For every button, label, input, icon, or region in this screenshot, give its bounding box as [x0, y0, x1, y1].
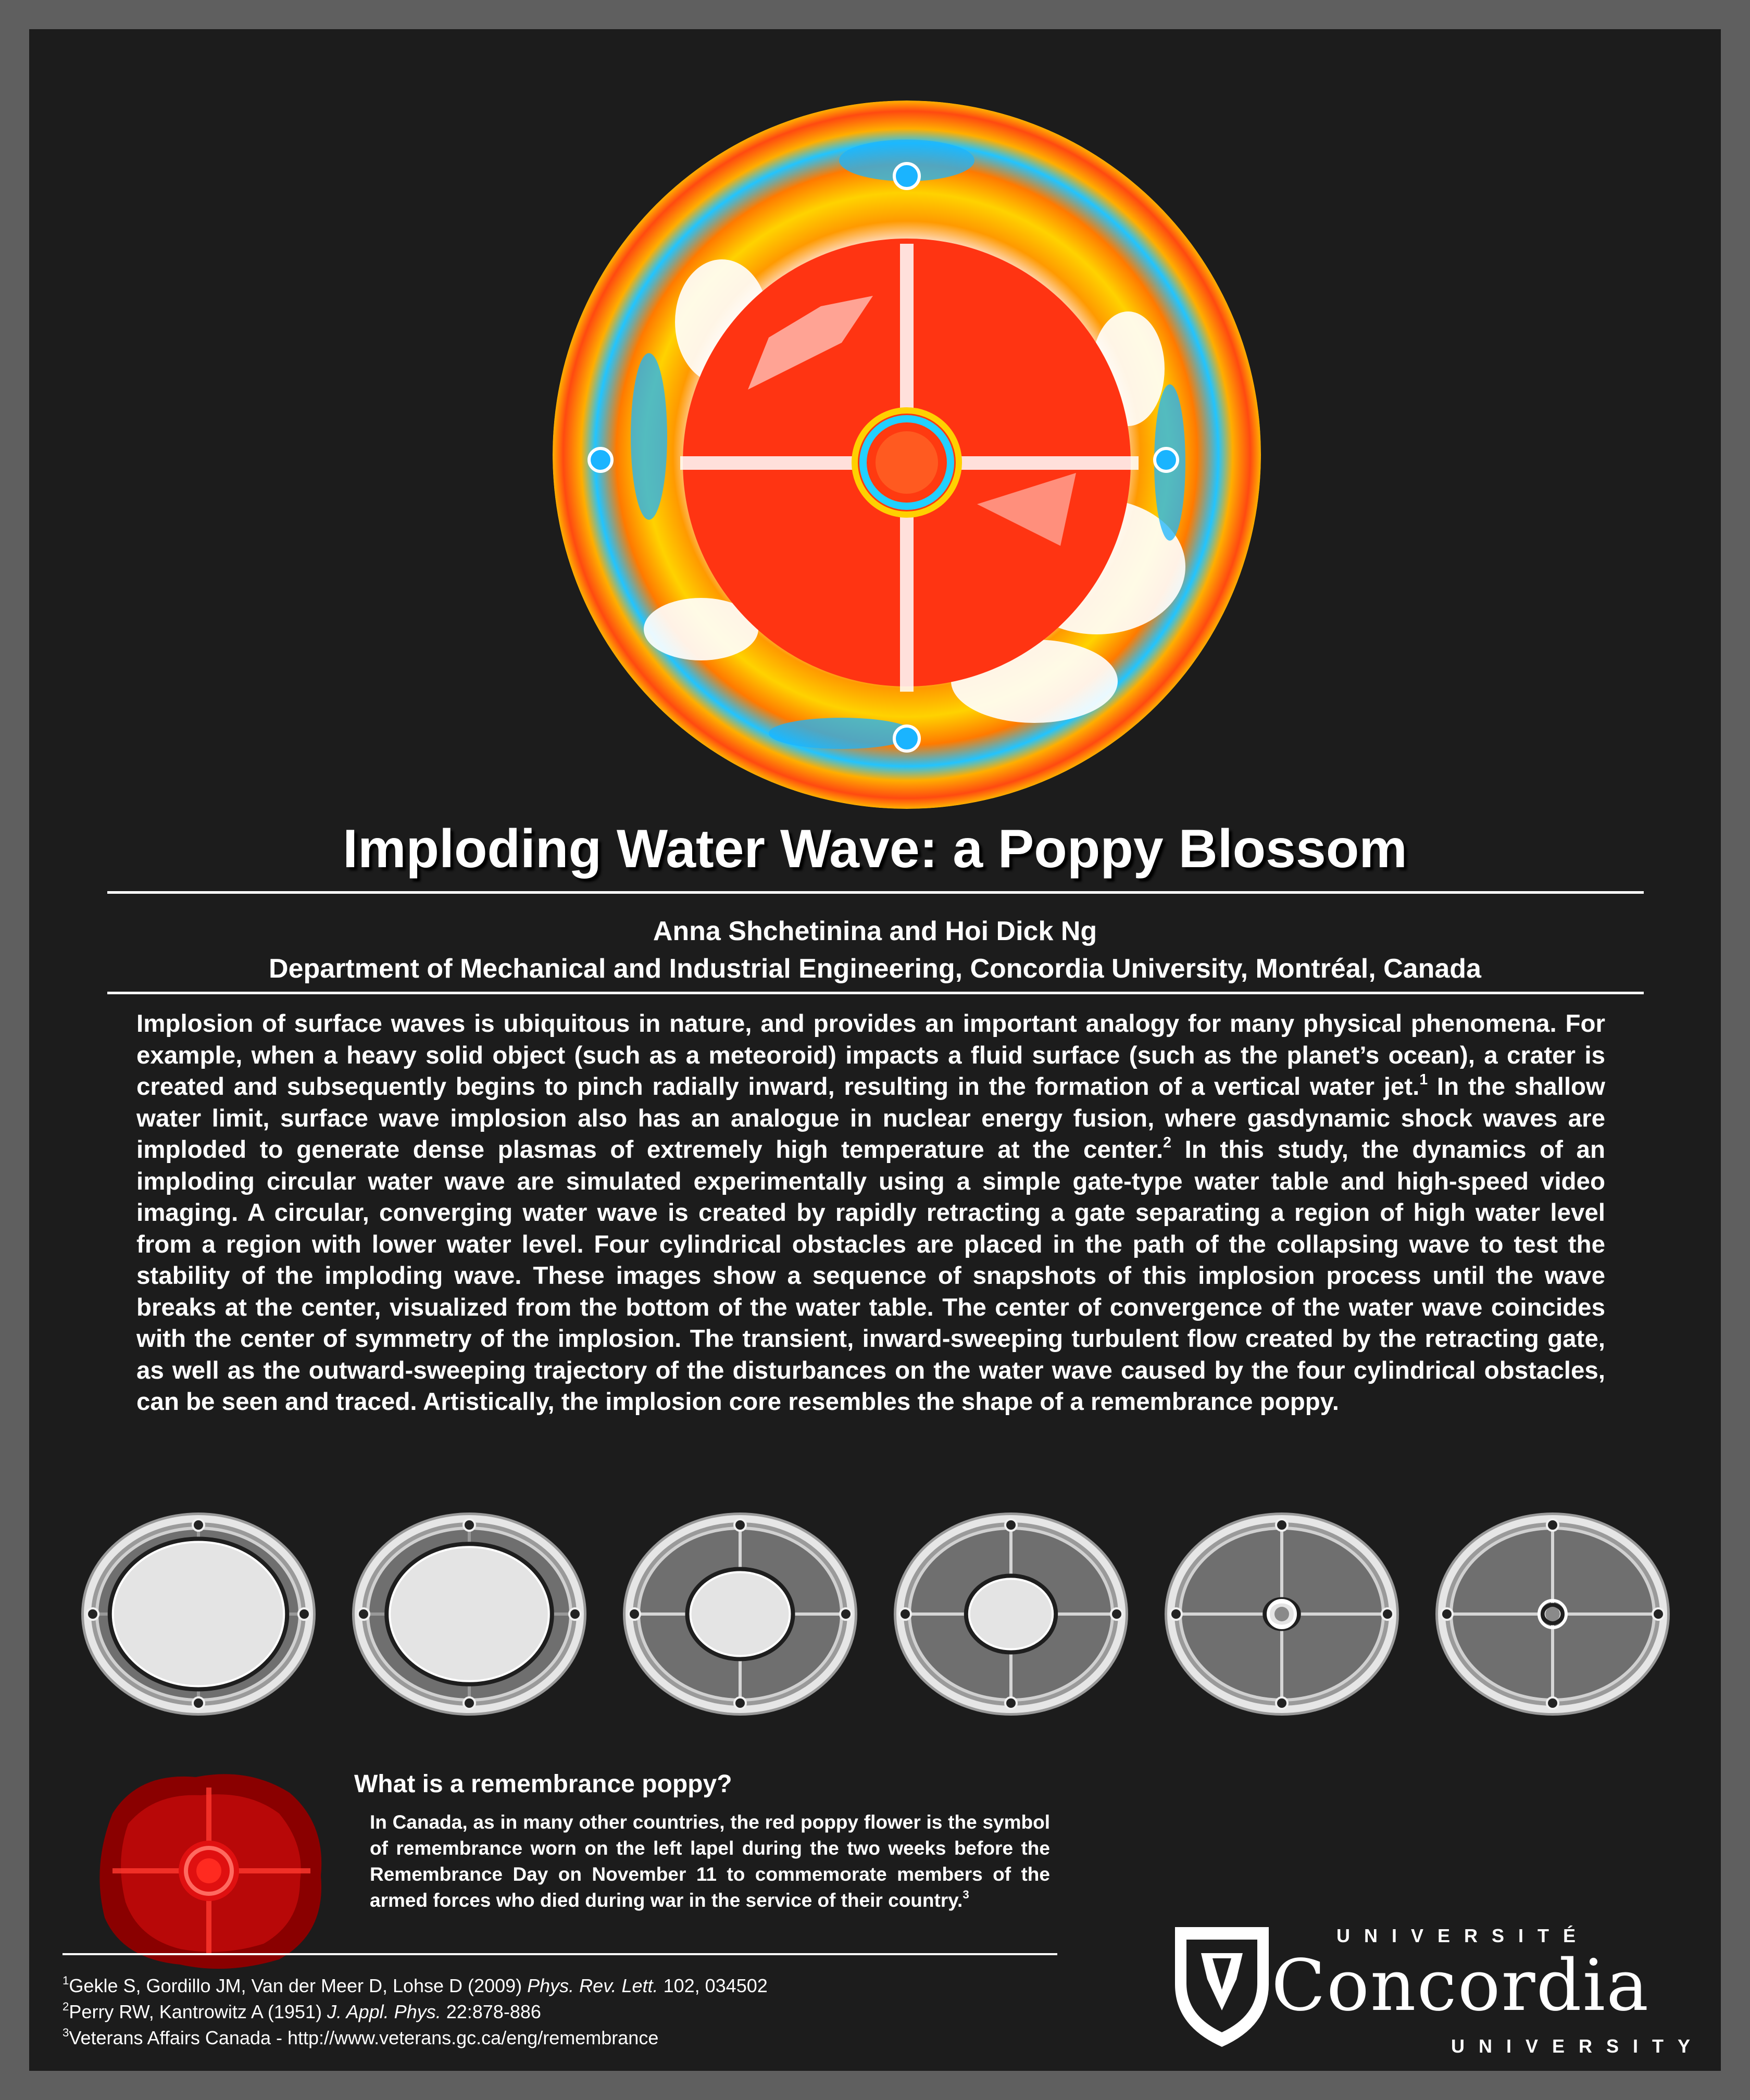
citation-3: 3 — [963, 1888, 969, 1902]
references — [63, 1973, 1052, 2051]
obstacle — [840, 1608, 852, 1620]
obstacle — [464, 1697, 475, 1709]
poppy-body-text: In Canada, as in many other countries, the red poppy flower is the symbol of remembrance worn on the left lapel during the two weeks before the Remembrance Day on November 11 to commemorate members of the armed forces who died during war in the service of their country. — [370, 1811, 1050, 1911]
obstacle — [899, 1608, 911, 1620]
obstacle — [734, 1519, 746, 1531]
obstacle — [734, 1697, 746, 1709]
abstract-part-2: In the shallow water limit, surface wave implosion also has an analogue in nuclear energy fusion, where gasdynamic shock waves are imploded to generate dense plasmas of extremely high temperature at the center. — [136, 1073, 1606, 1164]
obstacle — [1170, 1608, 1182, 1620]
poster — [29, 29, 1721, 2071]
inner-region — [113, 1542, 284, 1686]
citation-1: 1 — [1419, 1071, 1428, 1089]
affiliation: Department of Mechanical and Industrial Engineering, Concordia University, Montréal, Canada — [269, 954, 1481, 984]
obstacle — [1005, 1519, 1017, 1531]
poppy-explanation — [370, 1809, 1050, 1914]
reference-3: $^3$Veterans Affairs Canada - http://www.veterans.gc.ca/eng/remembrance — [63, 2026, 659, 2048]
concordia-logo — [1170, 1915, 1705, 2066]
obstacle — [1005, 1697, 1017, 1709]
snapshot-4 — [889, 1507, 1133, 1721]
snapshot-2 — [347, 1507, 592, 1721]
shield-icon — [1170, 1922, 1274, 2052]
obstacle — [298, 1608, 310, 1620]
obstacle — [87, 1608, 98, 1620]
title-divider — [107, 891, 1644, 894]
author-block — [29, 913, 1721, 988]
obstacle — [1547, 1519, 1558, 1531]
obstacle — [629, 1608, 640, 1620]
obstacle — [193, 1697, 204, 1709]
hero-false-color-image — [550, 98, 1264, 811]
abstract-part-1: Implosion of surface waves is ubiquitous in nature, and provides an important analogy for many physical phenomena. For example, when a heavy solid object (such as a meteoroid) impacts a fluid surface (such as the planet’s ocean), a crater is created and subsequently begins to pinch radially inward, resulting in the formation of a vertical water jet. — [136, 1010, 1605, 1101]
logo-universite: UNIVERSITÉ — [1336, 1925, 1590, 1946]
poster-title: Imploding Water Wave: a Poppy Blossom — [343, 819, 1407, 879]
obstacle — [1276, 1697, 1288, 1709]
reference-2: $^2$Perry RW, Kantrowitz A (1951) J. Appl. Phys. 22:878-886 — [63, 1999, 541, 2022]
obstacle — [569, 1608, 581, 1620]
reference-1: $^1$Gekle S, Gordillo JM, Van der Meer D, Lohse D (2009) Phys. Rev. Lett. 102, 034502 — [63, 1973, 768, 1996]
logo-university: UNIVERSITY — [1451, 2035, 1705, 2057]
snapshot-5 — [1159, 1507, 1404, 1721]
logo-concordia: Concordia — [1271, 1945, 1650, 2027]
obstacle — [1111, 1608, 1122, 1620]
abstract-part-3: In this study, the dynamics of an imploding circular water wave are simulated experimentally using a simple gate-type water table and high-speed video imaging. A circular, converging water wave is created by rapidly retracting a gate separating a region of high water level from a region with lower water level. Four cylindrical obstacles are placed in the path of the collapsing wave to test the stability of the imploding wave. These images show a sequence of snapshots of this implosion process until the wave breaks at the center, visualized from the bottom of the water table. The center of convergence of the water wave coincides with the center of symmetry of the implosion. The transient, inward-sweeping turbulent flow created by the retracting gate, as well as the outward-sweeping trajectory of the disturbances on the water wave caused by the four cylindrical obstacles, can be seen and traced. Artistically, the implosion core resembles the shape of a remembrance poppy. — [136, 1136, 1605, 1416]
snapshot-3 — [618, 1507, 863, 1721]
snapshot-6 — [1430, 1507, 1675, 1721]
abstract — [136, 1008, 1605, 1418]
inner-region — [691, 1572, 790, 1656]
obstacle — [358, 1608, 369, 1620]
citation-2: 2 — [1163, 1134, 1172, 1152]
obstacle — [193, 1519, 204, 1531]
obstacle — [1653, 1608, 1664, 1620]
inner-region — [390, 1547, 549, 1681]
obstacle — [1276, 1519, 1288, 1531]
obstacle — [1382, 1608, 1393, 1620]
obstacle — [1441, 1608, 1453, 1620]
inner-region — [969, 1579, 1053, 1649]
authors: Anna Shchetinina and Hoi Dick Ng — [653, 916, 1097, 946]
snapshot-1 — [76, 1507, 321, 1721]
obstacle — [1547, 1697, 1558, 1709]
poppy-question: What is a remembrance poppy? — [354, 1770, 732, 1798]
obstacle — [464, 1519, 475, 1531]
authors-divider — [107, 992, 1644, 994]
references-divider — [63, 1953, 1057, 1955]
red-poppy-image — [92, 1767, 328, 1972]
